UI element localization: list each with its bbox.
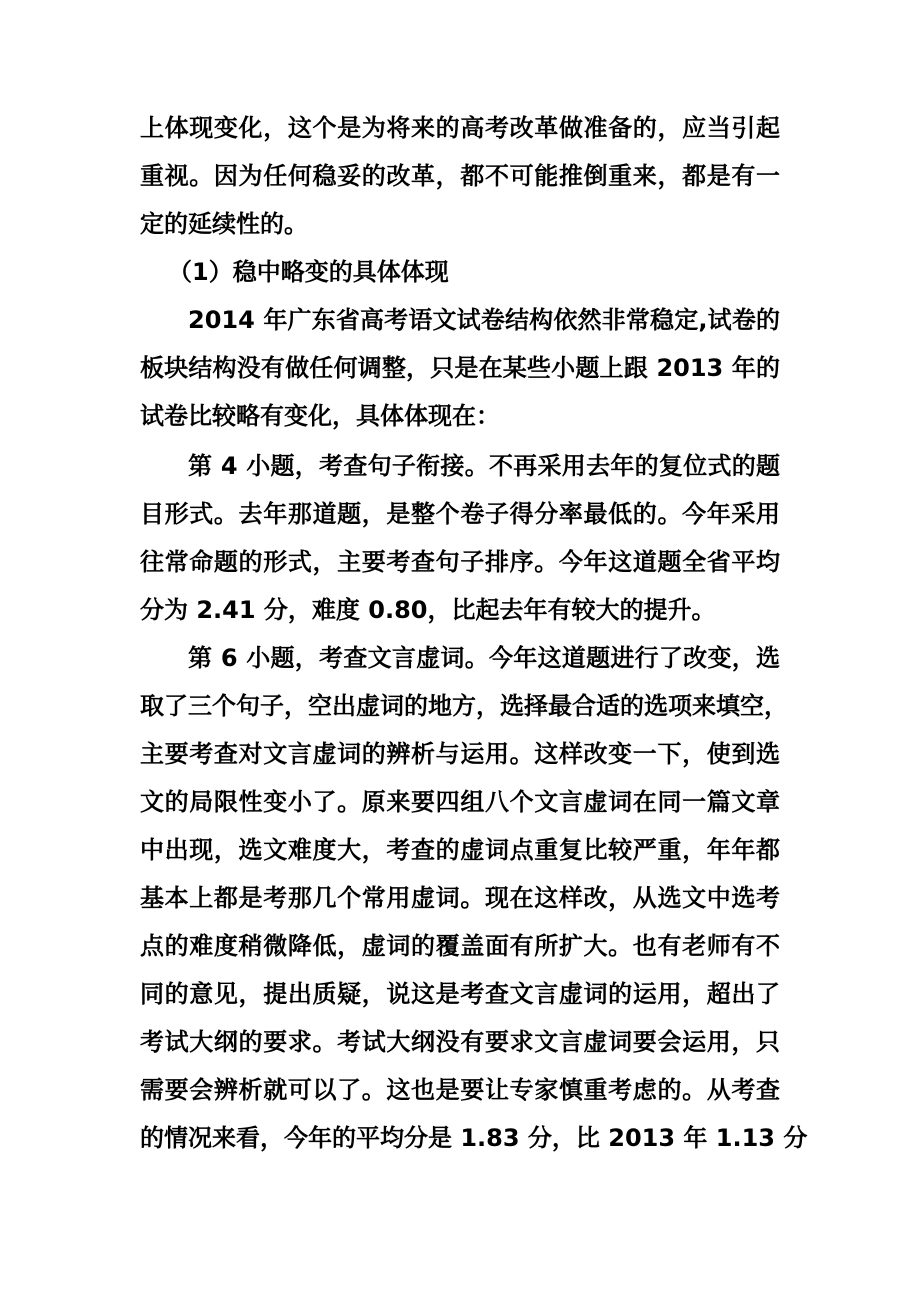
text-line-9: 目形式。去年那道题，是整个卷子得分率最低的。今年采用 bbox=[140, 500, 780, 528]
text-line-16: 中出现，选文难度大，考查的虚词点重复比较严重，年年都 bbox=[140, 836, 780, 864]
text-line-15: 文的局限性变小了。原来要四组八个文言虚词在同一篇文章 bbox=[140, 788, 780, 816]
text-line-18: 点的难度稍微降低，虚词的覆盖面有所扩大。也有老师有不 bbox=[140, 932, 780, 960]
text-line-7: 试卷比较略有变化，具体体现在： bbox=[140, 402, 500, 430]
text-line-1: 上体现变化，这个是为将来的高考改革做准备的，应当引起 bbox=[140, 114, 780, 142]
text-line-19: 同的意见，提出质疑，说这是考查文言虚词的运用，超出了 bbox=[140, 980, 780, 1008]
text-line-22: 的情况来看，今年的平均分是 1.83 分，比 2013 年 1.13 分 bbox=[140, 1124, 808, 1152]
text-line-13: 取了三个句子，空出虚词的地方，选择最合适的选项来填空， bbox=[140, 692, 788, 720]
text-line-10: 往常命题的形式，主要考查句子排序。今年这道题全省平均 bbox=[140, 548, 780, 576]
text-line-11: 分为 2.41 分，难度 0.80，比起去年有较大的提升。 bbox=[140, 596, 716, 624]
text-line-2: 重视。因为任何稳妥的改革，都不可能推倒重来，都是有一 bbox=[140, 162, 780, 190]
section-heading: （1）稳中略变的具体体现 bbox=[168, 258, 449, 286]
text-line-14: 主要考查对文言虚词的辨析与运用。这样改变一下，使到选 bbox=[140, 740, 780, 768]
text-line-8: 第 4 小题，考查句子衔接。不再采用去年的复位式的题 bbox=[188, 452, 780, 480]
text-line-5: 2014 年广东省高考语文试卷结构依然非常稳定,试卷的 bbox=[188, 306, 780, 334]
text-line-6: 板块结构没有做任何调整，只是在某些小题上跟 2013 年的 bbox=[140, 354, 780, 382]
text-line-20: 考试大纲的要求。考试大纲没有要求文言虚词要会运用，只 bbox=[140, 1028, 780, 1056]
text-line-3: 定的延续性的。 bbox=[140, 210, 308, 238]
text-line-21: 需要会辨析就可以了。这也是要让专家慎重考虑的。从考查 bbox=[140, 1076, 780, 1104]
text-line-12: 第 6 小题，考查文言虚词。今年这道题进行了改变，选 bbox=[188, 644, 780, 672]
text-line-17: 基本上都是考那几个常用虚词。现在这样改，从选文中选考 bbox=[140, 884, 780, 912]
